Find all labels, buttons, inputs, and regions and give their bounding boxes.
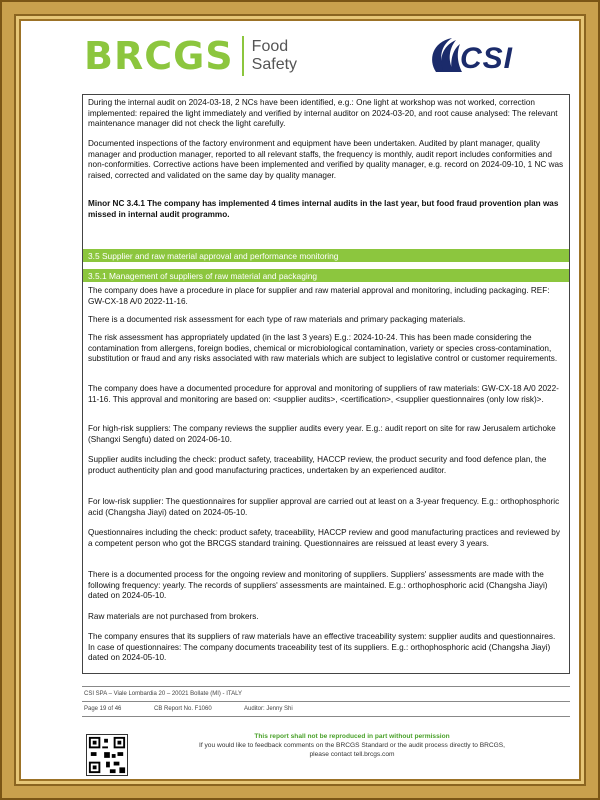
paragraph-text: There is a documented risk assessment for each type of raw materials and primary packaging materials. xyxy=(88,315,466,324)
report-content-box xyxy=(82,94,570,674)
section-header-3-5-1: 3.5.1 Management of suppliers of raw material and packaging xyxy=(83,268,569,282)
footer-divider xyxy=(82,716,570,717)
paragraph xyxy=(88,528,564,549)
paragraph-text: Raw materials are not purchased from brokers. xyxy=(88,612,259,621)
paragraph xyxy=(88,497,564,518)
paragraph-text: The company does have a procedure in place for supplier and raw material approval and monitoring, including packaging. REF: GW-CX-18 A/0 2022-11-16. xyxy=(88,286,550,306)
brcgs-wordmark: BRCGS xyxy=(84,34,234,78)
minor-nc-note xyxy=(88,199,564,220)
brcgs-subtitle-line1: Food xyxy=(251,38,289,55)
paragraph-text: Questionnaires including the check: product safety, traceability, HACCP review and good manufacturing practices and reviewed by a competent person who got the BRCGS standard training. Questionnaires are reissued at least every 3 years. xyxy=(88,528,560,548)
paragraph-text: The risk assessment has appropriately updated (in the last 3 years) E.g.: 2024-10-24. This has been made considering the contamination from allergens, foreign bodies, chemical or microbiological contamination, variety or species cross-contamination, substitution or fraud and any risks associated with raw materials which are subject to legislative control or customer requirements. xyxy=(88,333,558,363)
logo-divider xyxy=(242,36,244,76)
paragraph xyxy=(88,455,564,476)
report-page xyxy=(22,22,578,778)
paragraph xyxy=(88,570,564,602)
paragraph-text: The company ensures that its suppliers of raw materials have an effective traceability system: supplier audits and questionnaires. In case of questionnaires: The company documents traceability test of its suppliers. E.g.: orthophosphoric acid (Changsha Jiayi) dated on 2024-05-10. xyxy=(88,632,556,662)
paragraph xyxy=(88,98,564,130)
auditor-name: Auditor: Jenny Shi xyxy=(244,706,293,712)
paragraph xyxy=(88,139,564,181)
brcgs-subtitle xyxy=(252,38,297,74)
paragraph xyxy=(88,632,564,664)
csi-wordmark: CSI xyxy=(460,42,514,75)
paragraph-text: Supplier audits including the check: product safety, traceability, HACCP review, the product security and food defence plan, the product authenticity plan and good manufacturing practices, undertaken by an experienced auditor. xyxy=(88,455,547,475)
paragraph xyxy=(88,286,564,307)
paragraph xyxy=(88,315,564,326)
qr-code-icon xyxy=(86,734,128,776)
report-number: CB Report No. F1060 xyxy=(154,706,212,712)
paragraph-text: For high-risk suppliers: The company reviews the supplier audits every year. E.g.: audit report on site for raw Jerusalem artichoke (Shangxi Sengfu) dated on 2024-06-10. xyxy=(88,424,556,444)
paragraph xyxy=(88,384,564,405)
paragraph xyxy=(88,424,564,445)
page-number: Page 19 of 46 xyxy=(84,706,122,712)
paragraph-text: During the internal audit on 2024-03-18, 2 NCs have been identified, e.g.: One light at workshop was not worked, correction implemented: repaired the light immediately and verified by internal auditor on 2024-03-20, and root cause analysed: The relevant maintenance manager did not check the light carefully. xyxy=(88,98,558,128)
paragraph-text: There is a documented process for the ongoing review and monitoring of suppliers. Suppliers' assessments are made with the following frequency: yearly. The records of suppliers' assessments are maintained. E.g.: orthophosphoric acid (Changsha Jiayi) dated on 2024-05-10. xyxy=(88,570,548,600)
paragraph-text: For low-risk supplier: The questionnaires for supplier approval are carried out at least on a 3-year frequency. E.g.: orthophosphoric acid (Changsha Jiayi) dated on 2024-05-10. xyxy=(88,497,560,517)
footer-notice xyxy=(132,732,572,759)
feedback-line2: please contact tell.brcgs.com xyxy=(309,751,395,758)
paragraph xyxy=(88,612,564,623)
footer-meta-row xyxy=(82,702,570,716)
footer-address: CSI SPA – Viale Lombardia 20 – 20021 Bollate (MI) - ITALY xyxy=(84,691,242,697)
paragraph-text: The company does have a documented procedure for approval and monitoring of suppliers of raw materials: GW-CX-18 A/0 2022-11-16. This approval and monitoring are based on: <supplier audits>, <certification>, <supplier questionnaires (only low risk)>. xyxy=(88,384,559,404)
paragraph-text: Documented inspections of the factory environment and equipment have been undertaken. Audited by plant manager, quality manager and production manager, reported to all relevant staffs, the frequency is monthly, audit report includes conformities and non-conformities. Corrective actions have been implemented and verified by quality manager, e.g. record on 2024-09-10, 1 NC was raised, corrected and validated on the same day by quality manager. xyxy=(88,139,564,180)
feedback-line1: If you would like to feedback comments on the BRCGS Standard or the audit process directly to BRCGS, xyxy=(198,742,506,749)
paragraph xyxy=(88,333,564,365)
copyright-warning: This report shall not be reproduced in part without permission xyxy=(254,733,450,740)
section-header-3-5: 3.5 Supplier and raw material approval and performance monitoring xyxy=(83,248,569,262)
report-footer xyxy=(82,686,570,717)
minor-nc-text: Minor NC 3.4.1 The company has implemented 4 times internal audits in the last year, but food fraud provention plan was missed in internal audit programmo. xyxy=(88,199,559,219)
brcgs-logo xyxy=(84,30,297,82)
brcgs-subtitle-line2: Safety xyxy=(251,56,298,73)
